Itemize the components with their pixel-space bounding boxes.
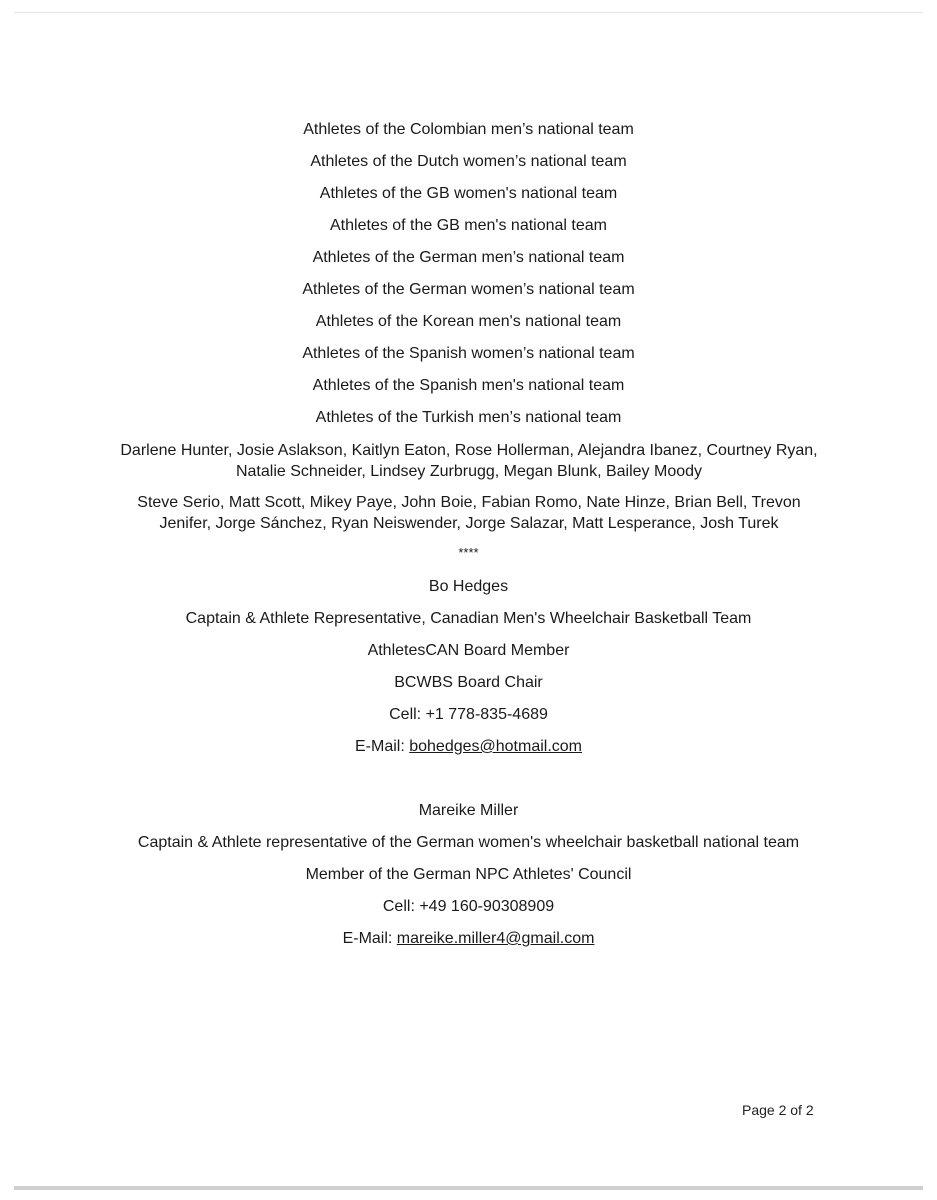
signatory-1-role: Captain & Athlete Representative, Canadian Men's Wheelchair Basketball Team xyxy=(185,610,752,627)
team-line-gb-women: Athletes of the GB women's national team xyxy=(319,185,618,202)
team-line-dutch-women: Athletes of the Dutch women’s national team xyxy=(310,153,627,170)
signatory-1-board-chair: BCWBS Board Chair xyxy=(394,674,543,691)
team-line-gb-men: Athletes of the GB men's national team xyxy=(330,217,607,234)
team-line-turkish-men: Athletes of the Turkish men’s national team xyxy=(315,409,622,426)
team-line-german-women: Athletes of the German women’s national team xyxy=(302,281,635,298)
team-line-german-men: Athletes of the German men’s national team xyxy=(312,249,625,266)
section-separator: **** xyxy=(458,545,479,560)
signatory-2-email-line xyxy=(0,929,937,949)
page-number: Page 2 of 2 xyxy=(742,1102,814,1118)
team-line-korean-men: Athletes of the Korean men's national team xyxy=(315,313,622,330)
signatory-2-name: Mareike Miller xyxy=(418,802,519,819)
signatory-1-email-line xyxy=(0,737,937,757)
signatory-2-cell: Cell: +49 160-90308909 xyxy=(382,898,555,915)
signatory-1-name: Bo Hedges xyxy=(428,578,509,595)
page-top-edge xyxy=(14,12,923,13)
mens-athlete-list: Steve Serio, Matt Scott, Mikey Paye, John Boie, Fabian Romo, Nate Hinze, Brian Bell, Trevon Jenifer, Jorge Sánchez, Ryan Neiswender, Jorge Salazar, Matt Lesperance, Josh Turek xyxy=(137,494,801,532)
signatory-1-email-label: E-Mail: xyxy=(354,738,410,755)
signatory-1-cell: Cell: +1 778-835-4689 xyxy=(389,706,548,723)
team-line-colombian-men: Athletes of the Colombian men’s national team xyxy=(303,121,634,138)
signatory-2-role: Captain & Athlete representative of the German women's wheelchair basketball national team xyxy=(137,834,800,851)
page-bottom-edge xyxy=(14,1186,923,1190)
signatory-2-email-link[interactable]: mareike.miller4@gmail.com xyxy=(396,930,595,947)
team-line-spanish-women: Athletes of the Spanish women’s national team xyxy=(302,345,635,362)
signatory-1-board-member: AthletesCAN Board Member xyxy=(367,642,570,659)
signatory-1-email-link[interactable]: bohedges@hotmail.com xyxy=(409,738,582,755)
signatory-2-council: Member of the German NPC Athletes' Council xyxy=(305,866,632,883)
team-line-spanish-men: Athletes of the Spanish men's national team xyxy=(312,377,625,394)
signatory-2-email-label: E-Mail: xyxy=(342,930,397,947)
womens-athlete-list: Darlene Hunter, Josie Aslakson, Kaitlyn Eaton, Rose Hollerman, Alejandra Ibanez, Courtney Ryan, Natalie Schneider, Lindsey Zurbrugg, Megan Blunk, Bailey Moody xyxy=(120,442,818,480)
